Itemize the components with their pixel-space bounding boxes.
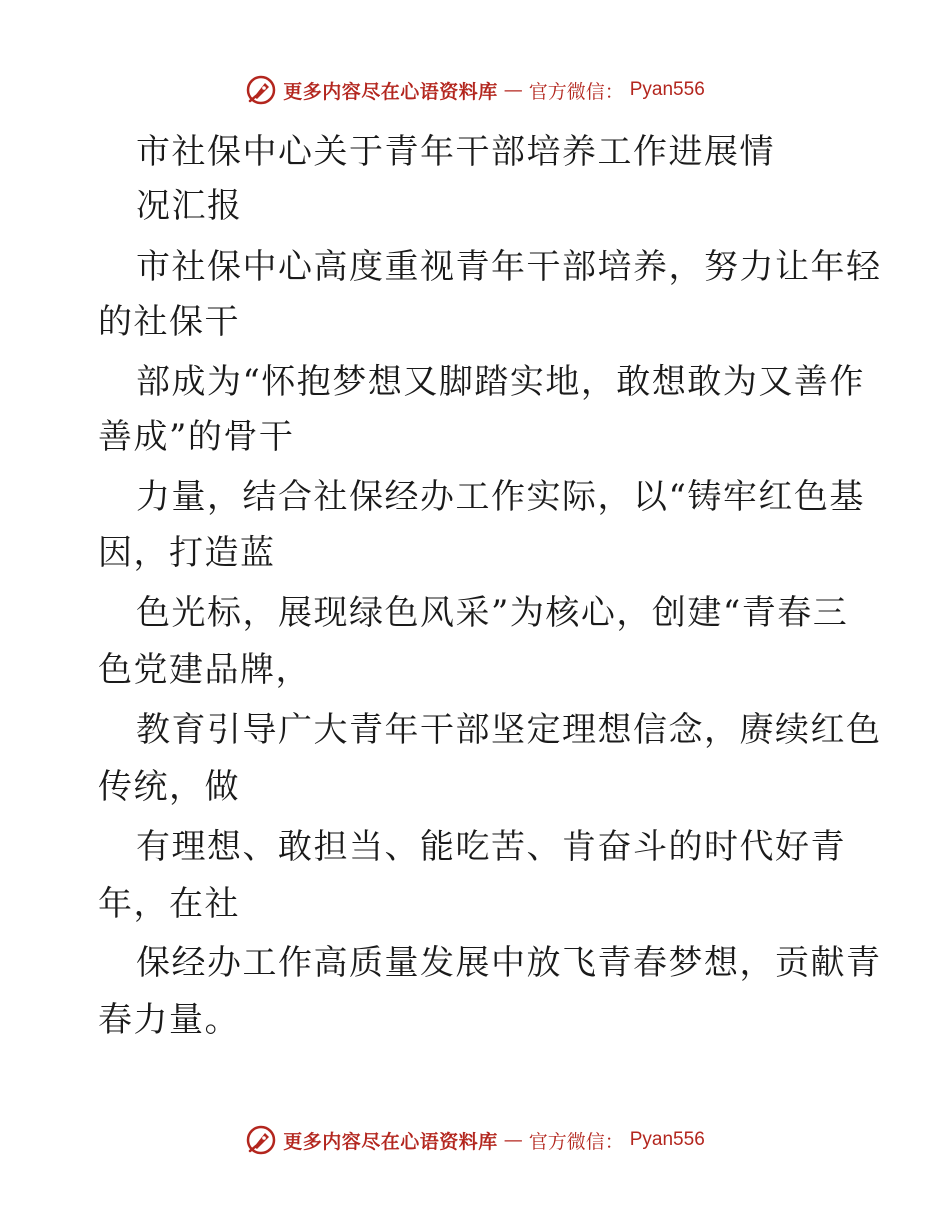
paragraph-line: 色党建品牌， bbox=[98, 650, 311, 690]
paragraph-line: 传统，做 bbox=[98, 767, 240, 807]
header-banner[interactable] bbox=[0, 70, 950, 110]
footer-banner[interactable] bbox=[0, 1120, 950, 1160]
document-title-line-1: 市社保中心关于青年干部培养工作进展情 bbox=[136, 132, 775, 172]
paragraph-line: 的社保干 bbox=[98, 302, 240, 342]
paragraph-line: 春力量。 bbox=[98, 1000, 240, 1040]
paragraph-line: 部成为“怀抱梦想又脚踏实地，敢想敢为又善作 bbox=[136, 362, 865, 402]
header-banner-separator: — bbox=[503, 79, 523, 101]
footer-banner-text: 更多内容尽在心语资料库 bbox=[283, 1130, 498, 1153]
header-banner-inner bbox=[245, 74, 705, 106]
paragraph-line: 色光标，展现绿色风采”为核心，创建“青春三 bbox=[136, 593, 849, 633]
paragraph-line: 力量，结合社保经办工作实际，以“铸牢红色基 bbox=[136, 477, 865, 517]
paragraph-line: 因，打造蓝 bbox=[98, 533, 276, 573]
header-banner-wechat-id: Pyan556 bbox=[629, 79, 705, 100]
footer-banner-wechat-id: Pyan556 bbox=[629, 1129, 705, 1150]
document-title-line-2: 况汇报 bbox=[136, 186, 243, 226]
paragraph-line: 年，在社 bbox=[98, 884, 240, 924]
paragraph-line: 有理想、敢担当、能吃苦、肯奋斗的时代好青 bbox=[136, 827, 846, 867]
footer-banner-wechat-label: 官方微信： bbox=[528, 1130, 624, 1153]
paragraph-line: 市社保中心高度重视青年干部培养，努力让年轻 bbox=[136, 247, 882, 287]
paragraph-line: 教育引导广大青年干部坚定理想信念，赓续红色 bbox=[136, 710, 882, 750]
footer-banner-separator: — bbox=[503, 1129, 523, 1151]
pen-nib-logo-icon bbox=[245, 1124, 277, 1156]
header-banner-wechat-label: 官方微信： bbox=[528, 80, 624, 103]
header-banner-text: 更多内容尽在心语资料库 bbox=[283, 80, 498, 103]
footer-banner-inner bbox=[245, 1124, 705, 1156]
paragraph-line: 善成”的骨干 bbox=[98, 417, 295, 457]
pen-nib-logo-icon bbox=[245, 74, 277, 106]
paragraph-line: 保经办工作高质量发展中放飞青春梦想，贡献青 bbox=[136, 943, 882, 983]
